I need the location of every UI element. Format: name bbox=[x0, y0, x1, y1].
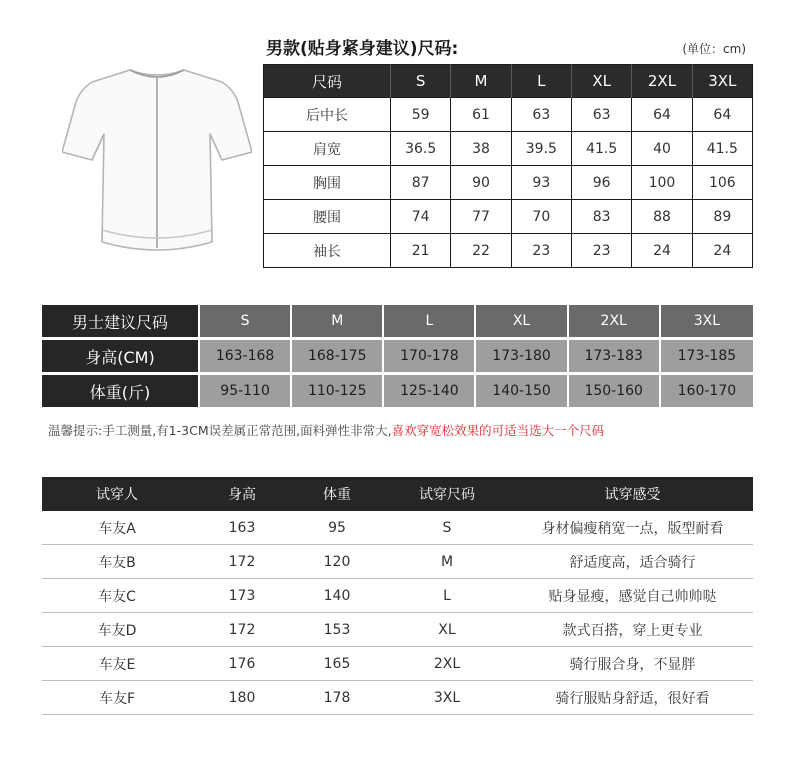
trial-header-cell: 体重 bbox=[292, 477, 382, 511]
size-chart-unit: (单位：cm) bbox=[682, 42, 746, 56]
table-cell: 36.5 bbox=[391, 132, 451, 166]
table-cell: 120 bbox=[292, 545, 382, 579]
table-cell: 83 bbox=[571, 200, 631, 234]
table-cell: 64 bbox=[632, 98, 692, 132]
table-cell: 95-110 bbox=[200, 375, 292, 410]
table-cell: 180 bbox=[192, 681, 292, 715]
size-chart-title: 男款(贴身紧身建议)尺码: bbox=[266, 39, 459, 59]
table-row-header: 体重(斤) bbox=[42, 375, 200, 410]
table-cell: 21 bbox=[391, 234, 451, 268]
table-row bbox=[42, 681, 753, 715]
size-chart-header-row bbox=[264, 65, 753, 98]
table-cell: 23 bbox=[511, 234, 571, 268]
table-cell: 40 bbox=[632, 132, 692, 166]
table-cell: 59 bbox=[391, 98, 451, 132]
table-row bbox=[264, 132, 753, 166]
table-cell: 38 bbox=[451, 132, 511, 166]
table-cell: 腰围 bbox=[264, 200, 391, 234]
trial-header-cell: 身高 bbox=[192, 477, 292, 511]
table-cell: 肩宽 bbox=[264, 132, 391, 166]
recommended-size-table bbox=[42, 305, 753, 410]
table-cell: 173-185 bbox=[661, 340, 753, 375]
table-cell: 41.5 bbox=[692, 132, 752, 166]
table-cell: 74 bbox=[391, 200, 451, 234]
size-chart-header-cell: XL bbox=[571, 65, 631, 98]
size-chart-header-cell: 尺码 bbox=[264, 65, 391, 98]
table-cell: 140 bbox=[292, 579, 382, 613]
table-cell: 61 bbox=[451, 98, 511, 132]
trial-header-row bbox=[42, 477, 753, 511]
table-cell: 车友D bbox=[42, 613, 192, 647]
table-row bbox=[264, 234, 753, 268]
table-cell: 89 bbox=[692, 200, 752, 234]
table-cell: 64 bbox=[692, 98, 752, 132]
table-cell: 153 bbox=[292, 613, 382, 647]
table-row bbox=[42, 340, 753, 375]
table-cell: 170-178 bbox=[384, 340, 476, 375]
table-cell: 车友E bbox=[42, 647, 192, 681]
table-cell: L bbox=[382, 579, 512, 613]
table-cell: 后中长 bbox=[264, 98, 391, 132]
table-cell: 39.5 bbox=[511, 132, 571, 166]
sizing-tip-highlight: 喜欢穿宽松效果的可适当选大一个尺码 bbox=[391, 423, 605, 438]
table-row bbox=[264, 98, 753, 132]
trial-header-cell: 试穿尺码 bbox=[382, 477, 512, 511]
table-row-header: 身高(CM) bbox=[42, 340, 200, 375]
size-chart-header-cell: 2XL bbox=[632, 65, 692, 98]
table-cell: 173-180 bbox=[476, 340, 568, 375]
size-chart-header-cell: M bbox=[451, 65, 511, 98]
table-cell: 110-125 bbox=[292, 375, 384, 410]
table-row bbox=[42, 647, 753, 681]
table-cell: 140-150 bbox=[476, 375, 568, 410]
table-cell: L bbox=[384, 305, 476, 340]
table-cell: 173 bbox=[192, 579, 292, 613]
table-cell: 93 bbox=[511, 166, 571, 200]
table-cell: 96 bbox=[571, 166, 631, 200]
table-cell: 贴身显瘦，感觉自己帅帅哒 bbox=[512, 579, 753, 613]
table-row bbox=[42, 579, 753, 613]
table-cell: 172 bbox=[192, 545, 292, 579]
table-cell: 款式百搭，穿上更专业 bbox=[512, 613, 753, 647]
size-chart-header-cell: 3XL bbox=[692, 65, 752, 98]
table-cell: 车友A bbox=[42, 511, 192, 545]
table-cell: M bbox=[382, 545, 512, 579]
table-row bbox=[42, 545, 753, 579]
table-cell: 90 bbox=[451, 166, 511, 200]
trial-header-cell: 试穿人 bbox=[42, 477, 192, 511]
table-row bbox=[42, 511, 753, 545]
table-cell: 172 bbox=[192, 613, 292, 647]
table-cell: 88 bbox=[632, 200, 692, 234]
table-cell: 车友B bbox=[42, 545, 192, 579]
table-cell: 95 bbox=[292, 511, 382, 545]
table-cell: S bbox=[200, 305, 292, 340]
table-cell: 2XL bbox=[569, 305, 661, 340]
table-cell: 24 bbox=[692, 234, 752, 268]
table-cell: 3XL bbox=[661, 305, 753, 340]
table-cell: 160-170 bbox=[661, 375, 753, 410]
table-row-header: 男士建议尺码 bbox=[42, 305, 200, 340]
table-cell: 87 bbox=[391, 166, 451, 200]
table-cell: 63 bbox=[511, 98, 571, 132]
table-cell: 178 bbox=[292, 681, 382, 715]
table-row bbox=[42, 375, 753, 410]
table-row bbox=[264, 166, 753, 200]
table-cell: 163 bbox=[192, 511, 292, 545]
table-cell: 150-160 bbox=[569, 375, 661, 410]
fitting-feedback-table bbox=[42, 477, 753, 715]
size-chart-table bbox=[263, 64, 753, 268]
sizing-tip bbox=[48, 421, 604, 439]
table-cell: M bbox=[292, 305, 384, 340]
table-cell: 70 bbox=[511, 200, 571, 234]
table-cell: 舒适度高，适合骑行 bbox=[512, 545, 753, 579]
table-cell: 24 bbox=[632, 234, 692, 268]
size-chart-header-cell: L bbox=[511, 65, 571, 98]
trial-header-cell: 试穿感受 bbox=[512, 477, 753, 511]
sizing-tip-text: 温馨提示:手工测量,有1-3CM误差属正常范围,面料弹性非常大, bbox=[48, 423, 392, 438]
table-cell: XL bbox=[382, 613, 512, 647]
table-cell: 100 bbox=[632, 166, 692, 200]
table-cell: 袖长 bbox=[264, 234, 391, 268]
table-cell: 77 bbox=[451, 200, 511, 234]
table-cell: 63 bbox=[571, 98, 631, 132]
table-cell: 165 bbox=[292, 647, 382, 681]
table-cell: 车友F bbox=[42, 681, 192, 715]
table-cell: 125-140 bbox=[384, 375, 476, 410]
table-cell: 3XL bbox=[382, 681, 512, 715]
table-cell: 163-168 bbox=[200, 340, 292, 375]
table-cell: XL bbox=[476, 305, 568, 340]
table-cell: 2XL bbox=[382, 647, 512, 681]
table-cell: 173-183 bbox=[569, 340, 661, 375]
table-cell: 23 bbox=[571, 234, 631, 268]
table-cell: 22 bbox=[451, 234, 511, 268]
table-cell: 骑行服合身，不显胖 bbox=[512, 647, 753, 681]
table-cell: 胸围 bbox=[264, 166, 391, 200]
table-cell: S bbox=[382, 511, 512, 545]
table-row bbox=[264, 200, 753, 234]
table-cell: 41.5 bbox=[571, 132, 631, 166]
table-row bbox=[42, 305, 753, 340]
jersey-outline-icon bbox=[62, 60, 252, 260]
table-cell: 176 bbox=[192, 647, 292, 681]
table-cell: 车友C bbox=[42, 579, 192, 613]
table-row bbox=[42, 613, 753, 647]
table-cell: 身材偏瘦稍宽一点，版型耐看 bbox=[512, 511, 753, 545]
size-chart-header-cell: S bbox=[391, 65, 451, 98]
table-cell: 168-175 bbox=[292, 340, 384, 375]
table-cell: 骑行服贴身舒适，很好看 bbox=[512, 681, 753, 715]
table-cell: 106 bbox=[692, 166, 752, 200]
